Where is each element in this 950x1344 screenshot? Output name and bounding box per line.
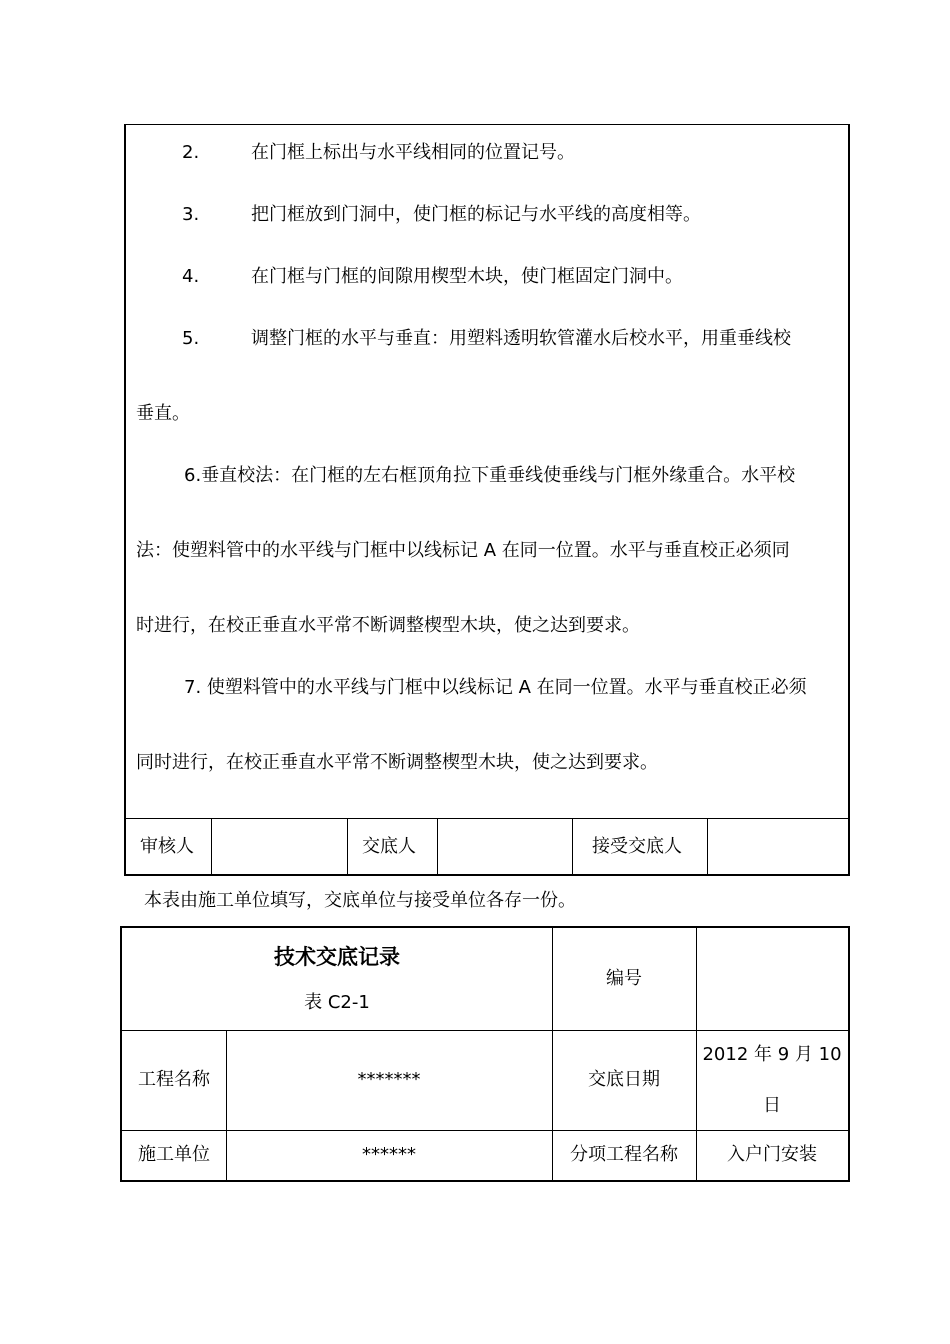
procedure-box: [124, 124, 850, 876]
step-3-number: 3.: [182, 204, 200, 225]
step-4-text: 在门框与门框的间隙用楔型木块，使门框固定门洞中。: [251, 266, 683, 287]
signature-row: [126, 818, 848, 875]
step-2-number: 2.: [182, 142, 200, 163]
serial-value[interactable]: [696, 928, 848, 1030]
step-6-line-1: 6.垂直校法：在门框的左右框顶角拉下重垂线使垂线与门框外缘重合。水平校: [184, 465, 796, 486]
form-note: 本表由施工单位填写，交底单位与接受单位各存一份。: [144, 890, 576, 911]
step-7-line-2: 同时进行，在校正垂直水平常不断调整楔型木块，使之达到要求。: [136, 752, 658, 773]
date-label: 交底日期: [588, 1069, 660, 1090]
step-4-number: 4.: [182, 266, 200, 287]
discloser-value[interactable]: [437, 819, 572, 875]
contractor-label: 施工单位: [138, 1144, 210, 1165]
subitem-value: 入户门安装: [727, 1144, 817, 1165]
step-5-number: 5.: [182, 328, 200, 349]
date-value-line-1: 2012 年 9 月 10: [702, 1044, 842, 1065]
reviewer-label: 审核人: [140, 836, 194, 857]
serial-label: 编号: [606, 968, 642, 989]
step-5-line-2: 垂直。: [136, 403, 190, 424]
record-title: 技术交底记录: [274, 945, 400, 969]
disclosure-record-table: [120, 926, 850, 1182]
form-number: 表 C2-1: [304, 992, 370, 1013]
project-label: 工程名称: [138, 1069, 210, 1090]
step-2-text: 在门框上标出与水平线相同的位置记号。: [251, 142, 575, 163]
step-6-line-3: 时进行，在校正垂直水平常不断调整楔型木块，使之达到要求。: [136, 615, 640, 636]
date-value-line-2: 日: [763, 1095, 781, 1116]
reviewer-value[interactable]: [211, 819, 347, 875]
project-value: *******: [357, 1069, 421, 1090]
contractor-value: ******: [362, 1144, 416, 1165]
subitem-label: 分项工程名称: [570, 1144, 678, 1165]
step-3-text: 把门框放到门洞中，使门框的标记与水平线的高度相等。: [251, 204, 701, 225]
step-7-line-1: 7. 使塑料管中的水平线与门框中以线标记 A 在同一位置。水平与垂直校正必须: [184, 677, 807, 698]
discloser-label: 交底人: [347, 819, 437, 875]
receiver-value[interactable]: [707, 819, 848, 875]
step-5-line-1: 调整门框的水平与垂直：用塑料透明软管灌水后校水平，用重垂线校: [251, 328, 791, 349]
step-6-line-2: 法：使塑料管中的水平线与门框中以线标记 A 在同一位置。水平与垂直校正必须同: [136, 540, 790, 561]
receiver-label: 接受交底人: [572, 819, 707, 875]
